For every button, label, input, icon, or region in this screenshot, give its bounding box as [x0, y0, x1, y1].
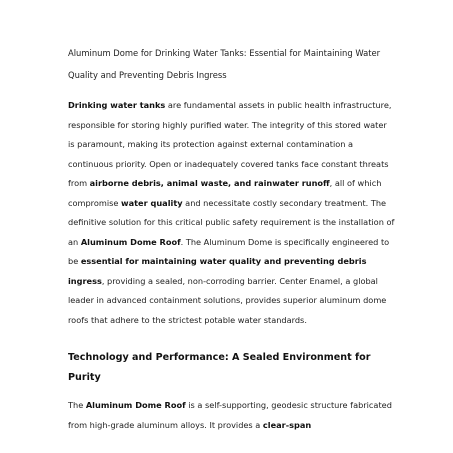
text-run: The: [68, 400, 86, 410]
bold-text-run: Drinking water tanks: [68, 100, 166, 110]
text-run: is a self-supporting, geodesic structure fabricated from high-grade aluminum alloys. It provides a: [68, 400, 392, 430]
document-title: Aluminum Dome for Drinking Water Tanks: Essential for Maintaining Water Quality and Preventing Debris Ingress: [68, 48, 381, 80]
text-run: and necessitate costly secondary treatment. The definitive solution for this critical public safety requirement is the installation of an: [68, 197, 395, 247]
bold-text-run: water quality: [121, 197, 183, 208]
bold-text-run: Aluminum Dome Roof: [80, 236, 181, 247]
section-paragraph: [68, 396, 395, 435]
bold-text-run: Aluminum Dome Roof: [85, 400, 186, 410]
bold-text-run: essential for maintaining water quality and preventing debris ingress: [68, 256, 367, 286]
bold-text-run: clear-span: [262, 419, 312, 430]
text-run: , providing a sealed, non-corroding barrier. Center Enamel, a global leader in advanced containment solutions, provides superior aluminum dome roofs that adhere to the strictest potable water standards.: [68, 275, 387, 325]
text-run: are fundamental assets in public health infrastructure, responsible for storing highly purified water. The integrity of this stored water is paramount, making its protection against external contamination a continuous priority. Open or inadequately covered tanks face constant threats from: [68, 100, 392, 188]
bold-text-run: airborne debris, animal waste, and rainwater runoff: [89, 178, 330, 188]
section-heading: Technology and Performance: A Sealed Environment for Purity: [68, 352, 371, 383]
text-run: , all of which compromise: [68, 178, 382, 208]
intro-paragraph: [68, 96, 395, 330]
text-run: . The Aluminum Dome is specifically engineered to be: [68, 236, 390, 266]
